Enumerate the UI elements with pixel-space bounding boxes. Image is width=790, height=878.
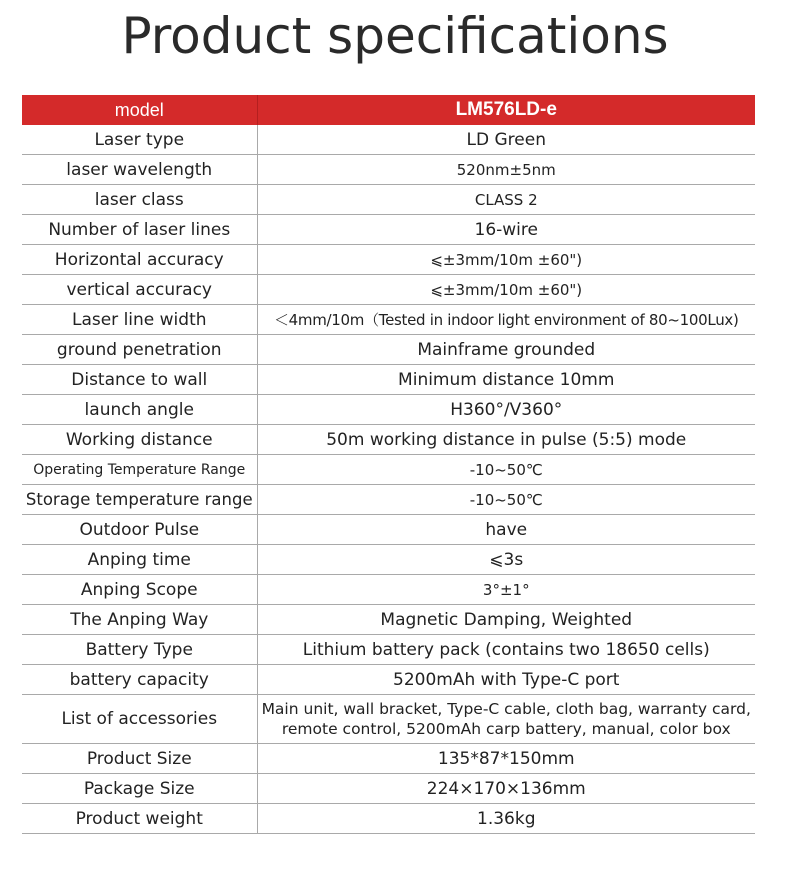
table-row <box>22 545 755 575</box>
spec-value: Lithium battery pack (contains two 18650 cells) <box>257 635 755 665</box>
table-row <box>22 665 755 695</box>
spec-key: laser class <box>22 185 257 215</box>
spec-key: Working distance <box>22 425 257 455</box>
spec-key: battery capacity <box>22 665 257 695</box>
spec-key: The Anping Way <box>22 605 257 635</box>
spec-value: 16-wire <box>257 215 755 245</box>
spec-key: Outdoor Pulse <box>22 515 257 545</box>
table-row <box>22 774 755 804</box>
spec-value: CLASS 2 <box>257 185 755 215</box>
table-row <box>22 425 755 455</box>
table-row <box>22 485 755 515</box>
spec-key: Product Size <box>22 744 257 774</box>
spec-value: ⩽±3mm/10m ±60") <box>257 275 755 305</box>
spec-value: Minimum distance 10mm <box>257 365 755 395</box>
spec-value: -10~50℃ <box>257 485 755 515</box>
spec-key: Distance to wall <box>22 365 257 395</box>
spec-value: 50m working distance in pulse (5:5) mode <box>257 425 755 455</box>
spec-key: Laser type <box>22 125 257 155</box>
spec-key: laser wavelength <box>22 155 257 185</box>
table-row <box>22 605 755 635</box>
spec-value: 5200mAh with Type-C port <box>257 665 755 695</box>
spec-key: vertical accuracy <box>22 275 257 305</box>
spec-key: Horizontal accuracy <box>22 245 257 275</box>
table-row <box>22 335 755 365</box>
table-row <box>22 155 755 185</box>
spec-key: Laser line width <box>22 305 257 335</box>
spec-value: LD Green <box>257 125 755 155</box>
table-row <box>22 125 755 155</box>
spec-key: Package Size <box>22 774 257 804</box>
spec-key: ground penetration <box>22 335 257 365</box>
table-row <box>22 215 755 245</box>
table-row <box>22 395 755 425</box>
table-row <box>22 515 755 545</box>
spec-key: Product weight <box>22 804 257 834</box>
table-row <box>22 804 755 834</box>
spec-value: -10~50℃ <box>257 455 755 485</box>
table-row <box>22 744 755 774</box>
table-row <box>22 635 755 665</box>
spec-key: Number of laser lines <box>22 215 257 245</box>
spec-value: ⩽±3mm/10m ±60") <box>257 245 755 275</box>
spec-key: launch angle <box>22 395 257 425</box>
spec-key: Storage temperature range <box>22 485 257 515</box>
page-title: Product specifications <box>121 7 669 65</box>
spec-value: 1.36kg <box>257 804 755 834</box>
spec-key: List of accessories <box>22 695 257 744</box>
spec-table <box>22 95 755 834</box>
spec-value: have <box>257 515 755 545</box>
table-row <box>22 575 755 605</box>
table-row <box>22 305 755 335</box>
spec-value: 3°±1° <box>257 575 755 605</box>
table-row <box>22 365 755 395</box>
spec-value: Magnetic Damping, Weighted <box>257 605 755 635</box>
spec-key: Anping Scope <box>22 575 257 605</box>
spec-value: Mainframe grounded <box>257 335 755 365</box>
spec-value: H360°/V360° <box>257 395 755 425</box>
header-key: model <box>22 95 257 125</box>
table-header-row <box>22 95 755 125</box>
spec-key: Battery Type <box>22 635 257 665</box>
table-row <box>22 245 755 275</box>
spec-value: 135*87*150mm <box>257 744 755 774</box>
spec-value: ⩽3s <box>257 545 755 575</box>
table-row <box>22 185 755 215</box>
header-value: LM576LD-e <box>257 95 755 125</box>
spec-key: Operating Temperature Range <box>22 455 257 485</box>
spec-value: 520nm±5nm <box>257 155 755 185</box>
spec-value: ＜4mm/10m（Tested in indoor light environment of 80~100Lux) <box>257 305 755 335</box>
table-row <box>22 455 755 485</box>
table-row <box>22 695 755 744</box>
spec-key: Anping time <box>22 545 257 575</box>
spec-value: Main unit, wall bracket, Type-C cable, cloth bag, warranty card, remote control, 5200mAh carp battery, manual, color box <box>257 695 755 744</box>
table-row <box>22 275 755 305</box>
spec-value: 224×170×136mm <box>257 774 755 804</box>
